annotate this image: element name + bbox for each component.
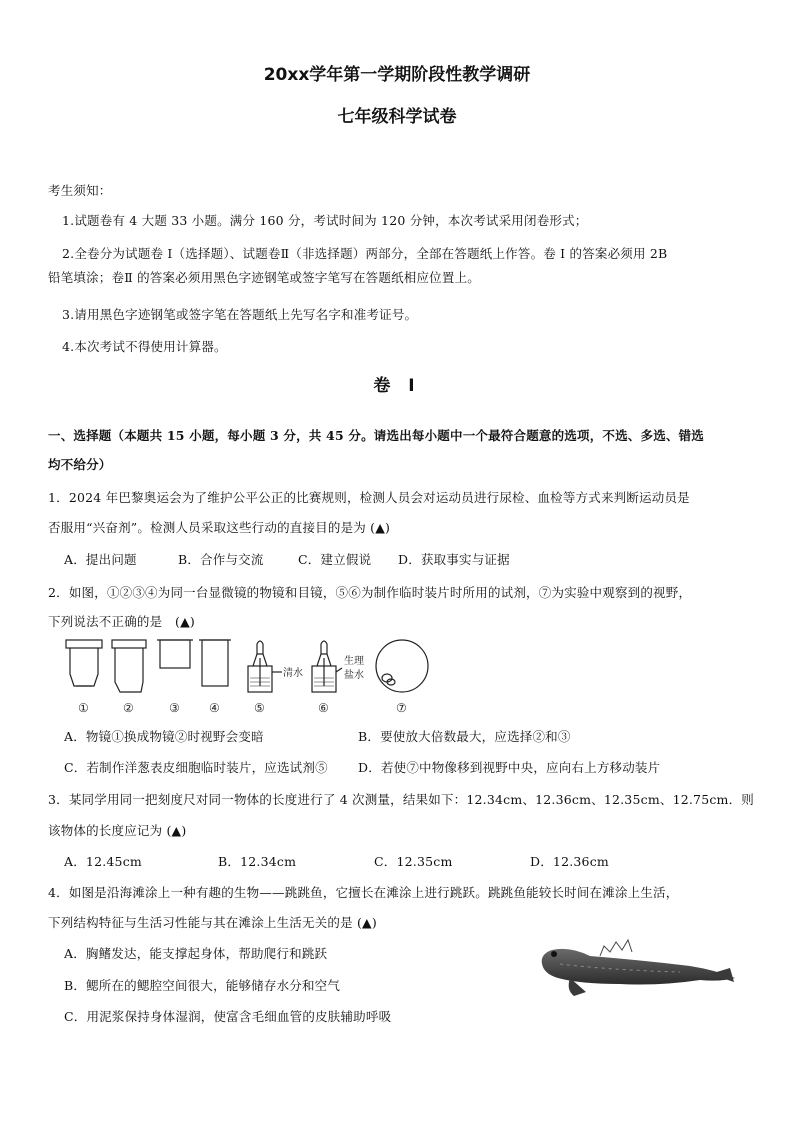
- mudskipper-image: [530, 934, 740, 1004]
- section-heading: 一、选择题（本题共 15 小题，每小题 3 分，共 45 分。请选出每小题中一个最符合题意的选项，不选、多选、错选: [48, 428, 705, 443]
- part-title: 卷 Ⅰ: [373, 376, 421, 396]
- notice-item: 4.本次考试不得使用计算器。: [62, 339, 227, 354]
- q2-option-a: A．物镜①换成物镜②时视野会变暗: [64, 729, 264, 744]
- q1-option-b: B．合作与交流: [178, 552, 264, 567]
- question-1-stem-cont: 否服用“兴奋剂”。检测人员采取这些行动的直接目的是为 (▲): [48, 520, 391, 535]
- figure-label-5: ⑤: [254, 701, 265, 715]
- figure-label-6: ⑥: [318, 701, 329, 715]
- microscope-figure: [60, 634, 440, 720]
- notice-item: 1.试题卷有 4 大题 33 小题。满分 160 分，考试时间为 120 分钟，本次考试采用闭卷形式；: [62, 213, 588, 228]
- q3-option-c: C．12.35cm: [374, 854, 453, 869]
- q1-option-d: D．获取事实与证据: [398, 552, 510, 567]
- figure-label-2: ②: [123, 701, 134, 715]
- q3-option-b: B．12.34cm: [218, 854, 297, 869]
- section-heading-cont: 均不给分）: [48, 457, 112, 472]
- question-3-stem: 3．某同学用同一把刻度尺对同一物体的长度进行了 4 次测量，结果如下：12.34cm、12.36cm、12.35cm、12.75cm．则: [48, 792, 755, 807]
- q2-option-d: D．若使⑦中物像移到视野中央，应向右上方移动装片: [358, 760, 661, 775]
- eyepiece-4: [199, 640, 231, 686]
- question-2-stem: 2．如图，①②③④为同一台显微镜的物镜和目镜，⑤⑥为制作临时装片时所用的试剂，⑦为实验中观察到的视野，: [48, 585, 692, 600]
- figure-label-4: ④: [209, 701, 220, 715]
- field-of-view-7: [376, 640, 428, 692]
- figure-label-1: ①: [78, 701, 89, 715]
- reagent-bottle-6: [312, 641, 342, 692]
- q4-option-c: C．用泥浆保持身体湿润，使富含毛细血管的皮肤辅助呼吸: [64, 1009, 392, 1024]
- exam-subtitle: 七年级科学试卷: [337, 107, 457, 127]
- reagent-label-saline-2: 盐水: [344, 670, 364, 681]
- q2-option-b: B．要使放大倍数最大，应选择②和③: [358, 729, 571, 744]
- exam-title: 20xx学年第一学期阶段性教学调研: [263, 65, 531, 85]
- reagent-bottle-5: [248, 641, 282, 692]
- question-4-stem-cont: 下列结构特征与生活习性能与其在滩涂上生活无关的是 (▲): [48, 915, 377, 930]
- q1-option-a: A．提出问题: [64, 552, 137, 567]
- notice-heading: 考生须知：: [48, 183, 112, 198]
- question-3-stem-cont: 该物体的长度应记为 (▲): [48, 823, 187, 838]
- figure-label-7: ⑦: [396, 701, 407, 715]
- eyepiece-3: [157, 640, 193, 668]
- reagent-label-saline-1: 生理: [344, 656, 364, 667]
- question-4-stem: 4．如图是沿海滩涂上一种有趣的生物——跳跳鱼，它擅长在滩涂上进行跳跃。跳跳鱼能较长时间在滩涂上生活，: [48, 885, 679, 900]
- question-1-stem: 1．2024 年巴黎奥运会为了维护公平公正的比赛规则，检测人员会对运动员进行尿检、血检等方式来判断运动员是: [48, 490, 690, 505]
- question-2-stem-cont: 下列说法不正确的是 (▲): [48, 614, 195, 629]
- q4-option-b: B．鳃所在的鳃腔空间很大，能够储存水分和空气: [64, 978, 341, 993]
- q1-option-c: C．建立假说: [298, 552, 372, 567]
- notice-item: 3.请用黑色字迹钢笔或签字笔在答题纸上先写名字和准考证号。: [62, 307, 418, 322]
- notice-item: 2.全卷分为试题卷 Ⅰ（选择题）、试题卷Ⅱ（非选择题）两部分，全部在答题纸上作答。卷 Ⅰ 的答案必须用 2B: [62, 246, 668, 261]
- objective-lens-2: [112, 640, 146, 692]
- q3-option-a: A．12.45cm: [64, 854, 142, 869]
- q2-option-c: C．若制作洋葱表皮细胞临时装片，应选试剂⑤: [64, 760, 328, 775]
- reagent-label-water: 清水: [283, 668, 303, 679]
- objective-lens-1: [66, 640, 102, 686]
- figure-label-3: ③: [169, 701, 180, 715]
- q3-option-d: D．12.36cm: [530, 854, 609, 869]
- q4-option-a: A．胸鳍发达，能支撑起身体，帮助爬行和跳跃: [64, 946, 328, 961]
- notice-item: 铅笔填涂；卷Ⅱ 的答案必须用黑色字迹钢笔或签字笔写在答题纸相应位置上。: [48, 270, 480, 285]
